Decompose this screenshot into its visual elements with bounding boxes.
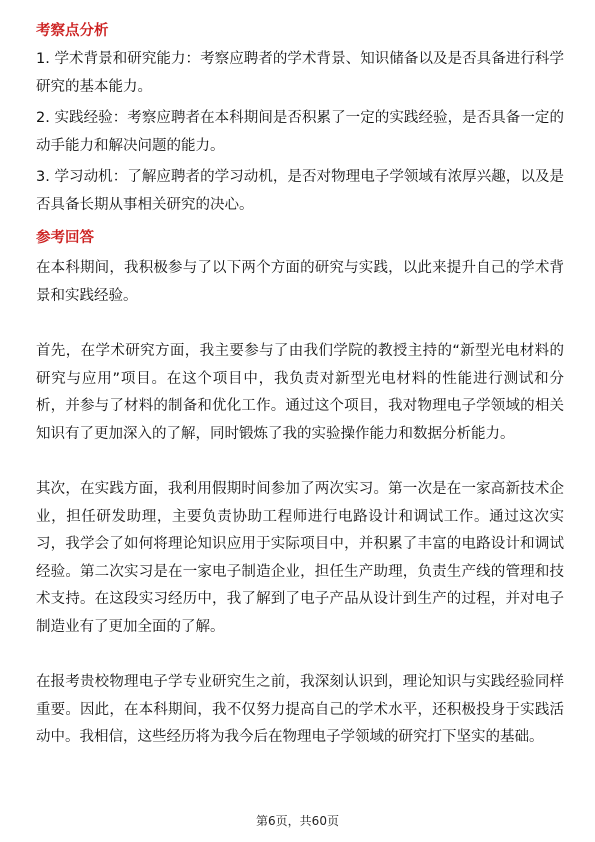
analysis-item-3: 3. 学习动机：了解应聘者的学习动机，是否对物理电子学领域有浓厚兴趣，以及是否具备长期从事相关研究的决心。 (36, 169, 564, 213)
answer-body (36, 255, 564, 752)
analysis-item-2: 2. 实践经验：考察应聘者在本科期间是否积累了一定的实践经验，是否具备一定的动手能力和解决问题的能力。 (36, 110, 564, 154)
analysis-list (36, 46, 564, 223)
answer-heading: 参考回答 (36, 230, 94, 246)
answer-paragraph-2: 首先，在学术研究方面，我主要参与了由我们学院的教授主持的“新型光电材料的研究与应用”项目。在这个项目中，我负责对新型光电材料的性能进行测试和分析，并参与了材料的制备和优化工作。通过这个项目，我对物理电子学领域的相关知识有了更加深入的了解，同时锻炼了我的实验操作能力和数据分析能力。 (36, 343, 564, 442)
answer-paragraph-3: 其次，在实践方面，我利用假期时间参加了两次实习。第一次是在一家高新技术企业，担任研发助理，主要负责协助工程师进行电路设计和调试工作。通过这次实习，我学会了如何将理论知识应用于实际项目中，并积累了丰富的电路设计和调试经验。第二次实习是在一家电子制造企业，担任生产助理，负责生产线的管理和技术支持。在这段实习经历中，我了解到了电子产品从设计到生产的过程，并对电子制造业有了更加全面的了解。 (36, 481, 564, 635)
page-number-footer: 第6页，共60页 (256, 814, 339, 828)
analysis-item-1: 1. 学术背景和研究能力：考察应聘者的学术背景、知识储备以及是否具备进行科学研究的基本能力。 (36, 51, 564, 95)
analysis-heading: 考察点分析 (36, 23, 109, 39)
answer-paragraph-4: 在报考贵校物理电子学专业研究生之前，我深刻认识到，理论知识与实践经验同样重要。因此，在本科期间，我不仅努力提高自己的学术水平，还积极投身于实践活动中。我相信，这些经历将为我今后在物理电子学领域的研究打下坚实的基础。 (36, 674, 564, 745)
answer-paragraph-1: 在本科期间，我积极参与了以下两个方面的研究与实践，以此来提升自己的学术背景和实践经验。 (36, 260, 564, 304)
